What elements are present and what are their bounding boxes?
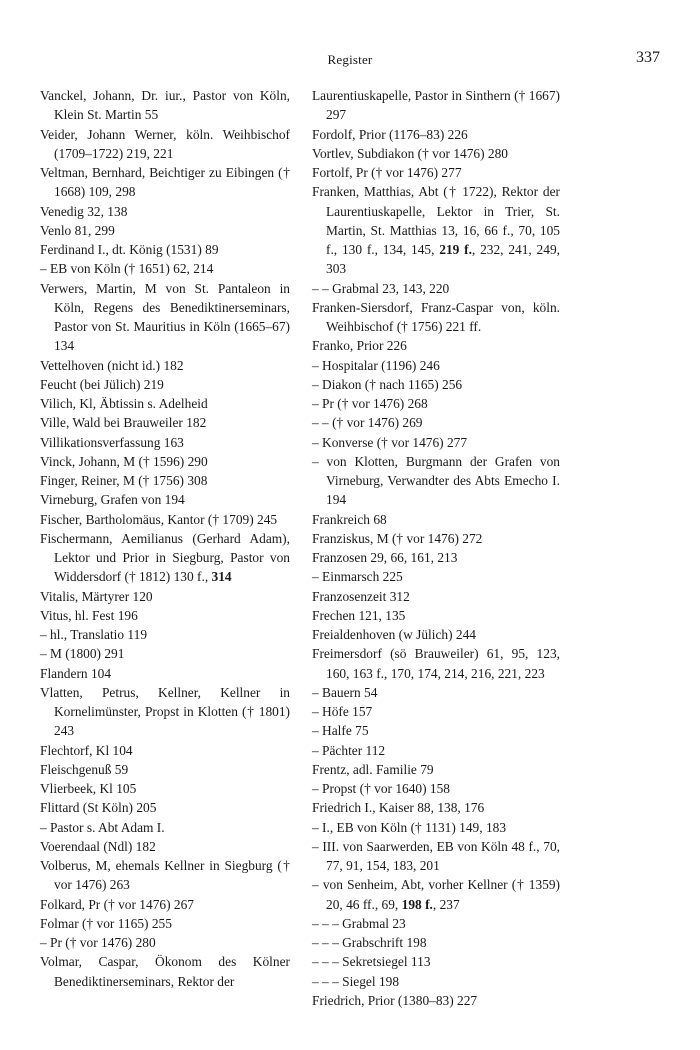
- index-entry: [312, 798, 560, 817]
- index-entry: [40, 625, 290, 644]
- index-entry: [312, 741, 560, 760]
- index-entry: [40, 202, 290, 221]
- index-entry: [312, 413, 560, 432]
- index-entry: [312, 683, 560, 702]
- index-entry-text: – Hospitalar (1196) 246: [312, 357, 440, 373]
- index-entry: [312, 452, 560, 510]
- index-entry: [40, 529, 290, 587]
- index-entry-text: Franken, Matthias, Abt († 1722), Rektor der Laurentiuskapelle, Lektor in Trier, St. Martin, St. Matthias 13, 16, 66 f., 70, 105 f., 130 f., 134, 145,: [312, 184, 560, 257]
- index-entry: [40, 490, 290, 509]
- index-entry: [40, 587, 290, 606]
- index-entry: [312, 298, 560, 337]
- index-entry: [312, 760, 560, 779]
- index-entry-text: Fleischgenuß 59: [40, 761, 129, 777]
- index-entry-text: – EB von Köln († 1651) 62, 214: [40, 261, 214, 277]
- index-entry-text: – – – Grabschrift 198: [312, 935, 427, 950]
- index-entry-text: , 232, 241, 249, 303: [326, 242, 560, 277]
- index-entry: [312, 587, 560, 606]
- index-entry: [40, 818, 290, 837]
- index-entry-text: Fischermann, Aemilianus (Gerhard Adam), Lektor und Prior in Siegburg, Pastor von Widdersdorf († 1812) 130 f.,: [40, 530, 290, 585]
- index-entry: [312, 644, 560, 683]
- index-entry: [312, 779, 560, 798]
- index-entry-text: Vitus, hl. Fest 196: [40, 607, 138, 623]
- index-entry-text: Vanckel, Johann, Dr. iur., Pastor von Köln, Klein St. Martin 55: [40, 88, 290, 123]
- index-entry-text: Friedrich, Prior (1380–83) 227: [312, 992, 478, 1008]
- index-entry: [312, 914, 560, 933]
- index-entry-text: Fischer, Bartholomäus, Kantor († 1709) 245: [40, 511, 278, 527]
- index-entry-text: Franken-Siersdorf, Franz-Caspar von, köln. Weihbischof († 1756) 221 ff.: [312, 299, 560, 334]
- index-entry-text: Friedrich I., Kaiser 88, 138, 176: [312, 800, 485, 816]
- index-entry: [40, 433, 290, 452]
- index-entry-text: Fortolf, Pr († vor 1476) 277: [312, 165, 462, 180]
- index-entry-text: Freialdenhoven (w Jülich) 244: [312, 627, 476, 642]
- index-entry-text: – Bauern 54: [312, 684, 378, 700]
- index-entry: [40, 933, 290, 952]
- index-entry: [40, 279, 290, 356]
- index-column-left: [40, 86, 290, 991]
- index-entry: [40, 914, 290, 933]
- index-entry-text: – von Senheim, Abt, vorher Kellner († 1359) 20, 46 ff., 69,: [312, 877, 560, 912]
- index-entry: [40, 221, 290, 240]
- index-entry-text: Frankreich 68: [312, 511, 387, 527]
- index-entry: [40, 375, 290, 394]
- index-entry-main-reference: 219 f.: [439, 242, 472, 257]
- index-entry-text: – – – Grabmal 23: [312, 915, 406, 931]
- index-entry: [312, 356, 560, 375]
- index-entry-text: – Propst († vor 1640) 158: [312, 781, 450, 796]
- index-entry-text: Vettelhoven (nicht id.) 182: [40, 357, 184, 373]
- index-entry-text: Franzosen 29, 66, 161, 213: [312, 550, 458, 565]
- index-entry-text: Finger, Reiner, M († 1756) 308: [40, 473, 208, 488]
- index-column-right: [312, 86, 560, 1010]
- running-title: Register: [327, 52, 373, 67]
- index-entry-text: Flandern 104: [40, 665, 112, 681]
- index-entry: [40, 240, 290, 259]
- index-entry: [40, 760, 290, 779]
- index-entry: [312, 510, 560, 529]
- index-entry: [312, 721, 560, 740]
- index-entry-text: Veider, Johann Werner, köln. Weihbischof (1709–1722) 219, 221: [40, 126, 290, 161]
- index-entry-text: Franko, Prior 226: [312, 338, 407, 354]
- page-number: 337: [636, 49, 660, 66]
- index-entry-text: Volmar, Caspar, Ökonom des Kölner Benediktinerseminars, Rektor der: [40, 954, 290, 989]
- index-entry: [40, 895, 290, 914]
- index-entry-text: Venlo 81, 299: [40, 222, 115, 238]
- index-entry-text: – Pr († vor 1476) 268: [312, 396, 428, 411]
- index-entry: [40, 741, 290, 760]
- index-entry: [312, 606, 560, 625]
- index-entry: [312, 529, 560, 548]
- index-entry-text: Volberus, M, ehemals Kellner in Siegburg († vor 1476) 263: [40, 858, 290, 893]
- index-entry-text: Laurentiuskapelle, Pastor in Sinthern († 1667) 297: [312, 88, 560, 123]
- index-entry-text: Vilich, Kl, Äbtissin s. Adelheid: [40, 396, 208, 411]
- index-entry: [312, 972, 560, 991]
- index-entry-text: Venedig 32, 138: [40, 203, 128, 219]
- index-entry: [40, 510, 290, 529]
- index-entry: [40, 259, 290, 278]
- index-entry-text: Vlierbeek, Kl 105: [40, 781, 137, 796]
- index-entry-text: Freimersdorf (sö Brauweiler) 61, 95, 123, 160, 163 f., 170, 174, 214, 216, 221, 223: [312, 646, 560, 681]
- index-entry-text: – von Klotten, Burgmann der Grafen von Virneburg, Verwandter des Abts Emecho I. 194: [312, 453, 560, 508]
- index-entry-text: Villikationsverfassung 163: [40, 434, 184, 450]
- index-entry-text: – I., EB von Köln († 1131) 149, 183: [312, 819, 507, 835]
- index-entry: [40, 606, 290, 625]
- index-entry-text: – Einmarsch 225: [312, 569, 403, 585]
- index-entry: [312, 86, 560, 125]
- index-entry-text: – Halfe 75: [312, 723, 369, 739]
- index-entry: [312, 837, 560, 876]
- index-entry-text: Franziskus, M († vor 1476) 272: [312, 530, 483, 546]
- index-entry: [312, 933, 560, 952]
- index-entry-text: Flittard (St Köln) 205: [40, 800, 157, 816]
- index-entry-text: Veltman, Bernhard, Beichtiger zu Eibingen († 1668) 109, 298: [40, 165, 290, 200]
- index-entry: [312, 125, 560, 144]
- index-entry-text: – – Grabmal 23, 143, 220: [312, 280, 450, 296]
- index-entry-text: – Konverse († vor 1476) 277: [312, 434, 468, 450]
- index-entry-text: Franzosenzeit 312: [312, 588, 410, 604]
- index-entry-text: Frechen 121, 135: [312, 607, 406, 623]
- index-entry: [312, 394, 560, 413]
- index-entry-text: – III. von Saarwerden, EB von Köln 48 f., 70, 77, 91, 154, 183, 201: [312, 838, 560, 873]
- index-entry-text: Voerendaal (Ndl) 182: [40, 838, 156, 854]
- index-entry: [312, 163, 560, 182]
- index-entry: [40, 779, 290, 798]
- index-entry: [40, 394, 290, 413]
- index-entry: [312, 548, 560, 567]
- index-entry: [312, 625, 560, 644]
- index-entry: [40, 644, 290, 663]
- index-entry-text: – Höfe 157: [312, 704, 373, 719]
- index-entry-text: – Pächter 112: [312, 742, 386, 758]
- index-entry-text: Vortlev, Subdiakon († vor 1476) 280: [312, 145, 509, 161]
- index-entry: [40, 356, 290, 375]
- index-entry-text: Ville, Wald bei Brauweiler 182: [40, 415, 207, 431]
- index-entry-text: – Diakon († nach 1165) 256: [312, 376, 463, 392]
- index-entry-text: Frentz, adl. Familie 79: [312, 761, 434, 777]
- index-entry-main-reference: 198 f.: [401, 896, 433, 912]
- index-entry-text: – Pr († vor 1476) 280: [40, 935, 156, 950]
- index-entry: [312, 336, 560, 355]
- index-entry: [40, 664, 290, 683]
- index-entry: [40, 125, 290, 164]
- index-entry: [312, 818, 560, 837]
- index-entry: [312, 433, 560, 452]
- index-entry-text: Ferdinand I., dt. König (1531) 89: [40, 242, 219, 257]
- index-entry-text: Feucht (bei Jülich) 219: [40, 376, 164, 392]
- index-entry-text: Vitalis, Märtyrer 120: [40, 588, 153, 604]
- index-entry: [312, 182, 560, 278]
- index-entry: [312, 702, 560, 721]
- index-entry-text: – – – Sekretsiegel 113: [312, 954, 431, 970]
- index-entry-text: Virneburg, Grafen von 194: [40, 492, 185, 508]
- index-entry: [312, 144, 560, 163]
- index-entry-text: – Pastor s. Abt Adam I.: [40, 819, 165, 835]
- index-entry: [40, 952, 290, 991]
- index-entry-text: Vinck, Johann, M († 1596) 290: [40, 453, 208, 469]
- index-entry-text: Flechtorf, Kl 104: [40, 742, 133, 758]
- index-entry-main-reference: 314: [211, 569, 232, 585]
- index-entry: [40, 471, 290, 490]
- index-entry-text: – M (1800) 291: [40, 646, 125, 662]
- index-entry: [40, 163, 290, 202]
- page-header: [40, 49, 660, 74]
- index-entry: [40, 683, 290, 741]
- index-entry: [312, 952, 560, 971]
- index-entry-text: – hl., Translatio 119: [40, 627, 148, 642]
- index-entry: [312, 279, 560, 298]
- index-entry-text: Verwers, Martin, M von St. Pantaleon in Köln, Regens des Benediktinerseminars, Pastor von St. Mauritius in Köln (1665–67) 134: [40, 280, 290, 354]
- index-entry-text: Fordolf, Prior (1176–83) 226: [312, 126, 468, 142]
- index-entry-text: , 237: [432, 896, 460, 912]
- index-entry-text: Folkard, Pr († vor 1476) 267: [40, 896, 194, 912]
- index-entry: [312, 375, 560, 394]
- index-entry-text: – – († vor 1476) 269: [312, 415, 423, 431]
- index-entry: [40, 837, 290, 856]
- index-entry: [40, 798, 290, 817]
- index-entry: [40, 452, 290, 471]
- index-entry: [312, 991, 560, 1010]
- index-entry: [312, 875, 560, 914]
- index-entry: [40, 86, 290, 125]
- index-entry-text: Vlatten, Petrus, Kellner, Kellner in Kornelimünster, Propst in Klotten († 1801) 243: [40, 684, 290, 739]
- index-entry-text: Folmar († vor 1165) 255: [40, 915, 172, 931]
- index-entry: [40, 856, 290, 895]
- index-entry-text: – – – Siegel 198: [312, 973, 400, 989]
- index-entry: [40, 413, 290, 432]
- index-entry: [312, 567, 560, 586]
